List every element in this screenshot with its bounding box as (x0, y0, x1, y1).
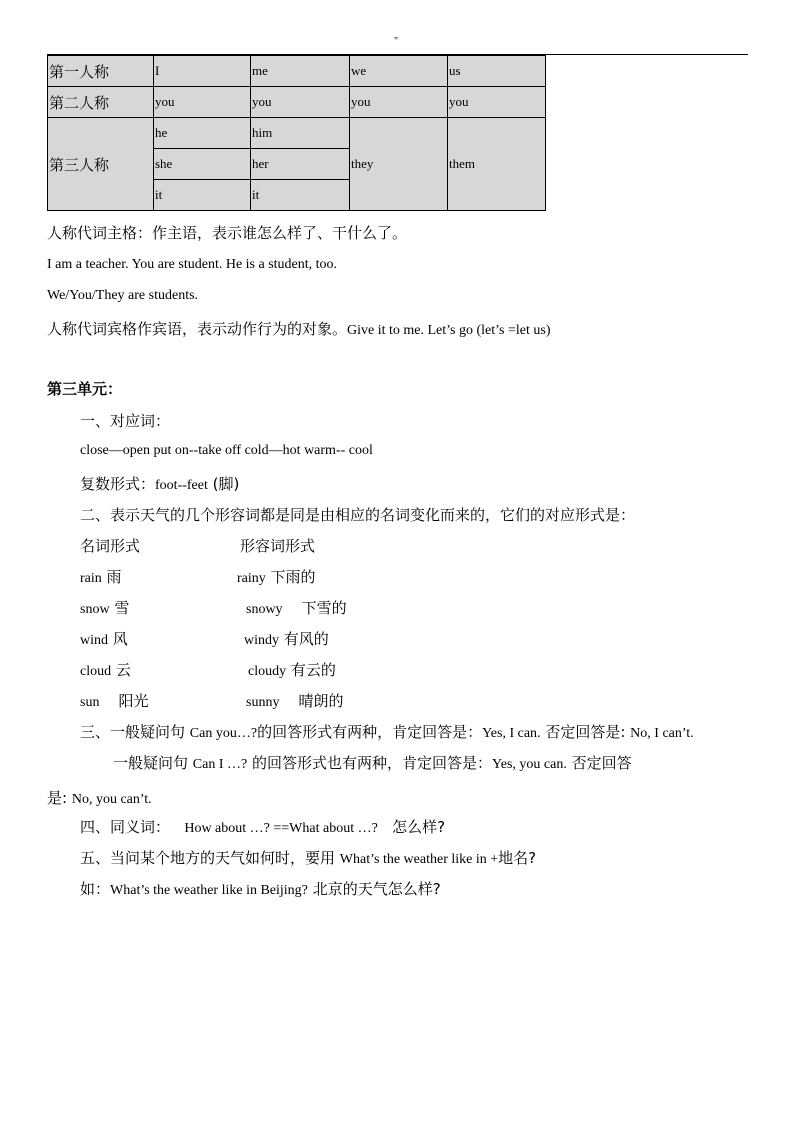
adj-form-header: 形容词形式 (240, 537, 316, 555)
list-item (246, 597, 347, 618)
text-zh: 地名? (498, 849, 537, 867)
person-cell: 第一人称 (48, 56, 154, 87)
object-note-zh: 人称代词宾格作宾语，表示动作行为的对象。 (47, 320, 348, 338)
noun-zh: 风 (112, 630, 128, 648)
subject-cell: he (154, 118, 251, 149)
subject-cell: it (154, 180, 251, 211)
object-cell: you (251, 87, 350, 118)
text-en: Yes, I can. (482, 726, 541, 741)
plural-object-cell: us (448, 56, 546, 87)
text-zh: 的回答形式也有两种，肯定回答是： (252, 754, 493, 772)
pronoun-table (47, 55, 546, 211)
noun-en: snow (80, 602, 110, 617)
adj-zh: 有风的 (283, 630, 329, 648)
text-en: Can you…? (189, 726, 258, 741)
plural-zh: (脚) (212, 475, 240, 493)
object-case-note (47, 318, 551, 339)
text-zh: 如： (80, 880, 111, 898)
adj-zh: 下雪的 (301, 599, 347, 617)
plural-subject-cell: you (350, 87, 448, 118)
list-item (80, 659, 131, 680)
text-en: Can I …? (192, 757, 248, 772)
section-three-line (80, 721, 694, 742)
adj-zh: 下雨的 (270, 568, 316, 586)
object-cell: him (251, 118, 350, 149)
plural-object-cell: them (448, 118, 546, 211)
adj-en: sunny (246, 695, 280, 710)
text-en: What’s the weather like in + (339, 852, 499, 867)
person-cell: 第三人称 (48, 118, 154, 211)
text-zh: 是: (47, 789, 68, 807)
section-three-line (47, 787, 152, 808)
noun-zh: 云 (115, 661, 131, 679)
plural-en: foot--feet (155, 478, 208, 493)
table-row (48, 118, 546, 149)
subject-cell: she (154, 149, 251, 180)
text-zh: 否定回答是: (545, 723, 626, 741)
list-item (244, 628, 329, 649)
header-mark: " (394, 36, 399, 47)
text-en: What’s the weather like in Beijing? (110, 883, 308, 898)
noun-en: wind (80, 633, 108, 648)
text-zh: 一般疑问句 (113, 754, 189, 772)
table-row (48, 87, 546, 118)
object-cell: me (251, 56, 350, 87)
text-en: No, you can’t. (71, 792, 152, 807)
plural-subject-cell: we (350, 56, 448, 87)
adj-en: cloudy (248, 664, 287, 679)
list-item (80, 628, 128, 649)
list-item (80, 690, 149, 711)
list-item (237, 566, 316, 587)
unit-title: 第三单元： (47, 380, 123, 398)
text-zh: 三、一般疑问句 (80, 723, 186, 741)
list-item (246, 690, 344, 711)
adj-en: windy (244, 633, 279, 648)
text-en: No, I can’t. (630, 726, 694, 741)
adj-en: snowy (246, 602, 283, 617)
text-zh: 四、同义词： (80, 818, 171, 836)
subject-cell: I (154, 56, 251, 87)
example-sentence: We/You/They are students. (47, 288, 199, 303)
noun-zh: 雨 (106, 568, 122, 586)
text-zh: 北京的天气怎么样? (312, 880, 441, 898)
text-zh: 怎么样? (392, 818, 446, 836)
object-cell: her (251, 149, 350, 180)
weather-question-line (80, 847, 536, 868)
object-cell: it (251, 180, 350, 211)
word-pairs: close—open put on--take off cold—hot warm-- cool (80, 443, 373, 458)
text-en: How about …? ==What about …? (184, 821, 378, 836)
section-three-line (113, 752, 632, 773)
adj-zh: 有云的 (290, 661, 336, 679)
person-cell: 第二人称 (48, 87, 154, 118)
noun-en: sun (80, 695, 100, 710)
example-line (80, 878, 441, 899)
synonym-line (80, 816, 445, 837)
plural-label: 复数形式： (80, 475, 156, 493)
object-note-en: Give it to me. Let’s go (let’s =let us) (347, 323, 551, 338)
adj-en: rainy (237, 571, 266, 586)
example-sentence: I am a teacher. You are student. He is a student, too. (47, 257, 338, 272)
noun-en: cloud (80, 664, 112, 679)
noun-en: rain (80, 571, 102, 586)
plural-object-cell: you (448, 87, 546, 118)
subject-cell: you (154, 87, 251, 118)
adj-zh: 晴朗的 (298, 692, 344, 710)
noun-form-header: 名词形式 (80, 537, 141, 555)
text-zh: 的回答形式有两种，肯定回答是： (257, 723, 483, 741)
plural-subject-cell: they (350, 118, 448, 211)
list-item (80, 566, 122, 587)
noun-zh: 雪 (114, 599, 130, 617)
noun-zh: 阳光 (118, 692, 149, 710)
section-title: 一、对应词： (80, 412, 171, 430)
plural-form-line (80, 473, 239, 494)
list-item (248, 659, 336, 680)
section-title: 二、表示天气的几个形容词都是同是由相应的名词变化而来的，它们的对应形式是： (80, 506, 636, 524)
list-item (80, 597, 129, 618)
text-zh: 否定回答 (571, 754, 632, 772)
text-en: Yes, you can. (492, 757, 567, 772)
table-row (48, 56, 546, 87)
text-zh: 五、当问某个地方的天气如何时，要用 (80, 849, 336, 867)
subject-case-note: 人称代词主格：作主语，表示谁怎么样了、干什么了。 (47, 224, 408, 242)
